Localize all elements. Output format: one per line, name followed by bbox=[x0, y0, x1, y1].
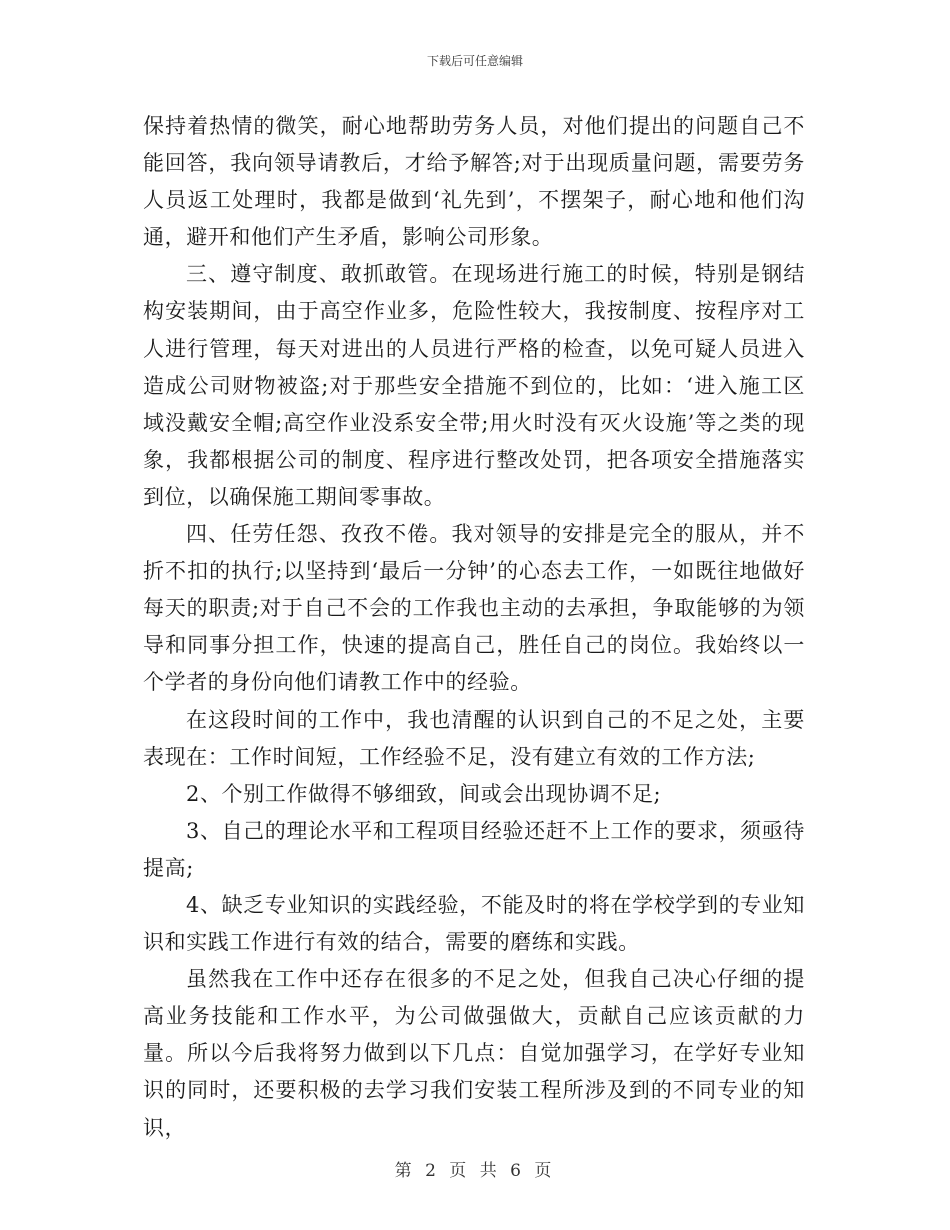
paragraph-item-4: 4、缺乏专业知识的实践经验，不能及时的将在学校学到的专业知识和实践工作进行有效的结合，需要的磨练和实践。 bbox=[143, 892, 805, 955]
page-header: 下载后可任意编辑 bbox=[426, 54, 523, 68]
paragraph-section-four: 四、任劳任怨、孜孜不倦。我对领导的安排是完全的服从，并不折不扣的执行;以坚持到‘最后一分钟’的心态去工作，一如既往地做好每天的职责;对于自己不会的工作我也主动的去承担，争取能够的为领导和同事分担工作，快速的提高自己，胜任自己的岗位。我始终以一个学者的身份向他们请教工作中的经验。 bbox=[143, 522, 805, 695]
paragraph-shortcomings: 在这段时间的工作中，我也清醒的认识到自己的不足之处，主要表现在：工作时间短，工作经验不足，没有建立有效的工作方法; bbox=[143, 707, 805, 769]
paragraph-section-three: 三、遵守制度、敢抓敢管。在现场进行施工的时候，特别是钢结构安装期间，由于高空作业多，危险性较大，我按制度、按程序对工人进行管理，每天对进出的人员进行严格的检查，以免可疑人员进入造成公司财物被盗;对于那些安全措施不到位的，比如：‘进入施工区域没戴安全帽;高空作业没系安全带;用火时没有灭火设施’等之类的现象，我都根据公司的制度、程序进行整改处罚，把各项安全措施落实到位，以确保施工期间零事故。 bbox=[143, 262, 805, 509]
paragraph-item-2: 2、个别工作做得不够细致，间或会出现协调不足; bbox=[186, 781, 662, 806]
paragraph-item-3: 3、自己的理论水平和工程项目经验还赶不上工作的要求，须亟待提高; bbox=[143, 818, 805, 880]
document-body bbox=[143, 108, 805, 1147]
page-number: 第 2 页 共 6 页 bbox=[394, 1161, 556, 1181]
paragraph-plans: 虽然我在工作中还存在很多的不足之处，但我自己决心仔细的提高业务技能和工作水平，为公司做强做大，贡献自己应该贡献的力量。所以今后我将努力做到以下几点：自觉加强学习，在学好专业知识的同时，还要积极的去学习我们安装工程所涉及到的不同专业的知识， bbox=[143, 967, 805, 1140]
paragraph-continuation: 保持着热情的微笑，耐心地帮助劳务人员，对他们提出的问题自己不能回答，我向领导请教后，才给予解答;对于出现质量问题，需要劳务人员返工处理时，我都是做到‘礼先到’，不摆架子，耐心地和他们沟通，避开和他们产生矛盾，影响公司形象。 bbox=[143, 114, 805, 250]
